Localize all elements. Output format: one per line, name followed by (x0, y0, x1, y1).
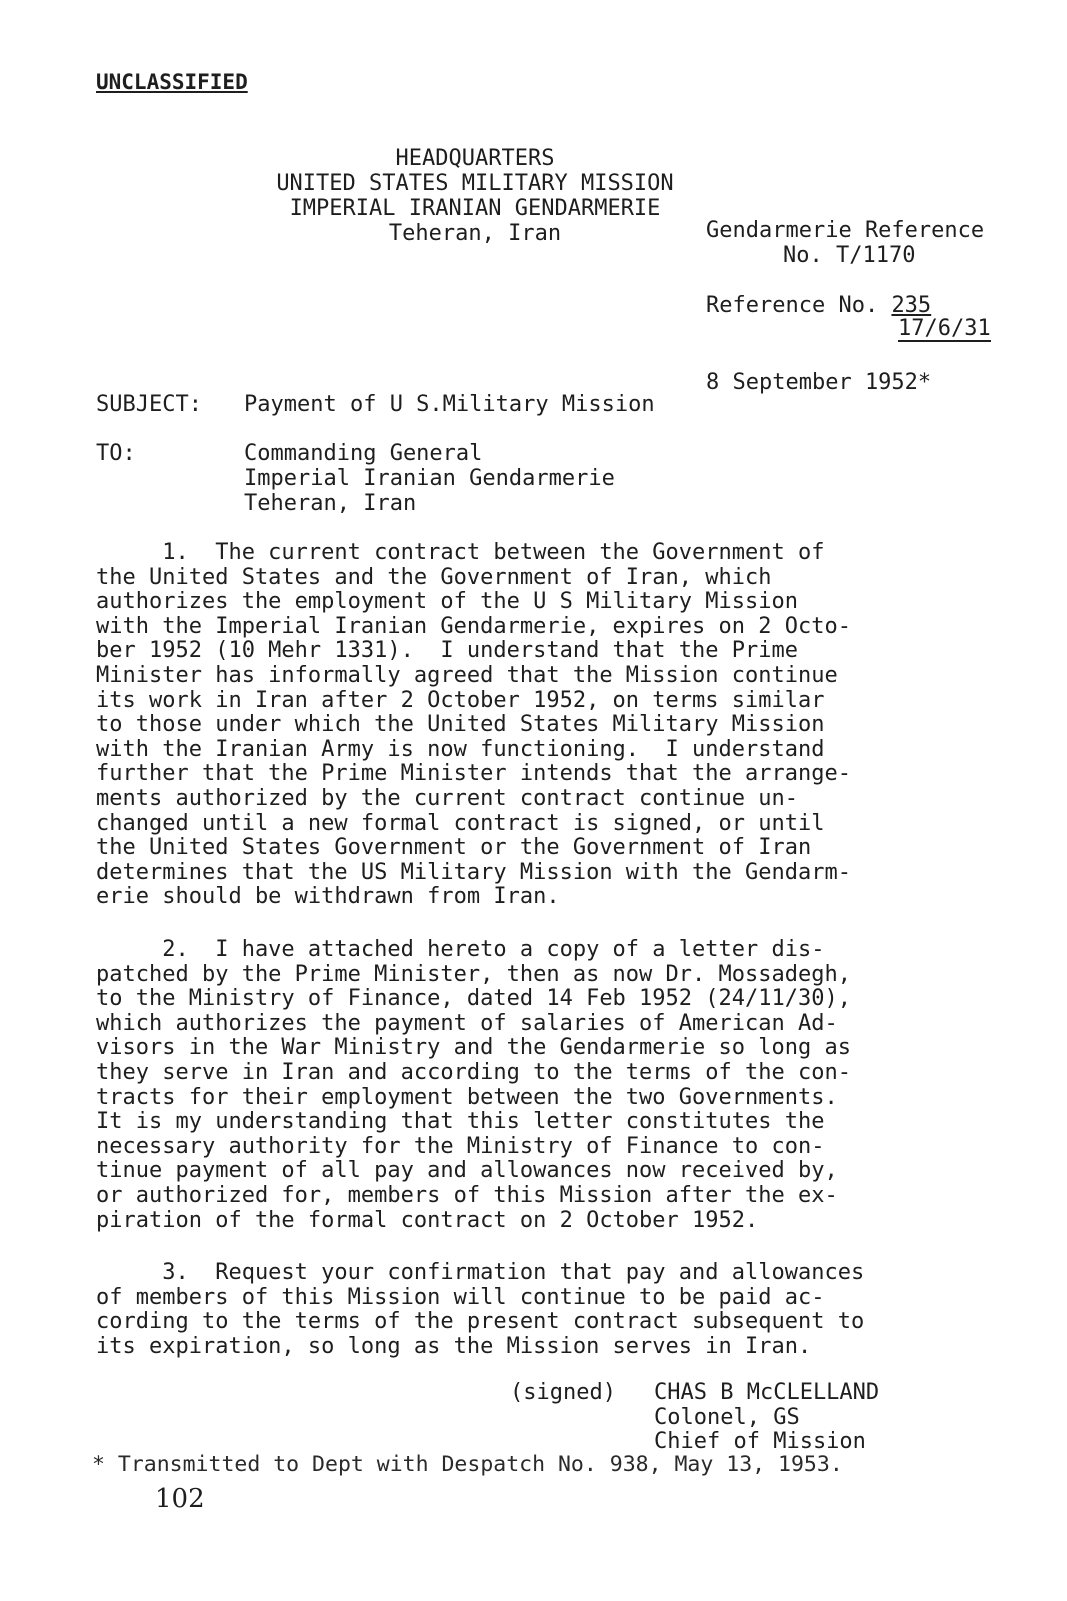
signatory-rank: Colonel, GS (654, 1404, 800, 1430)
reference-value: 235 (891, 293, 932, 318)
paragraph-1 (96, 540, 956, 909)
letterhead-line: Teheran, Iran (388, 221, 562, 246)
page-number: 102 (155, 1484, 205, 1514)
paragraph-line: necessary authority for the Ministry of Finance to con- (96, 1133, 825, 1159)
letterhead-line: HEADQUARTERS (395, 146, 555, 171)
paragraph-3 (96, 1260, 956, 1358)
paragraph-line: erie should be withdrawn from Iran. (96, 884, 560, 910)
addressee-line: Commanding General (244, 441, 483, 466)
paragraph-line: with the Iranian Army is now functioning. I understand (96, 736, 825, 762)
paragraph-line: the United States and the Government of Iran, which (96, 564, 772, 590)
paragraph-line: ber 1952 (10 Mehr 1331). I understand that the Prime (96, 638, 798, 664)
paragraph-line: tracts for their employment between the two Governments. (96, 1084, 838, 1110)
paragraph-line: to the Ministry of Finance, dated 14 Feb 1952 (24/11/30), (96, 986, 851, 1012)
paragraph-line: which authorizes the payment of salaries of American Ad- (96, 1010, 838, 1036)
subject-label: SUBJECT: (96, 392, 202, 417)
signature-block (654, 1380, 879, 1454)
signatory-name: CHAS B McCLELLAND (654, 1380, 880, 1405)
paragraph-line: the United States Government or the Government of Iran (96, 835, 812, 861)
gendarmerie-reference-label: Gendarmerie Reference (706, 218, 985, 243)
paragraph-line: cording to the terms of the present contract subsequent to (96, 1309, 865, 1335)
paragraph-line: its work in Iran after 2 October 1952, on terms similar (96, 687, 825, 713)
reference-number (706, 293, 931, 318)
signed-label: (signed) (510, 1380, 616, 1405)
paragraph-line: 2. I have attached hereto a copy of a letter dis- (96, 937, 825, 962)
paragraph-line: determines that the US Military Mission with the Gendarm- (96, 859, 851, 885)
paragraph-line: visors in the War Ministry and the Gendarmerie so long as (96, 1035, 851, 1061)
paragraph-line: changed until a new formal contract is signed, or until (96, 810, 825, 836)
gendarmerie-reference-number: No. T/1170 (783, 243, 916, 268)
paragraph-line: of members of this Mission will continue to be paid ac- (96, 1284, 825, 1310)
paragraph-2 (96, 937, 956, 1232)
reference-label: Reference No. (706, 293, 879, 318)
paragraph-line: its expiration, so long as the Mission serves in Iran. (96, 1333, 812, 1359)
addressee-line: Teheran, Iran (244, 491, 417, 516)
paragraph-line: or authorized for, members of this Mission after the ex- (96, 1182, 838, 1208)
letterhead (240, 146, 710, 246)
letterhead-line: IMPERIAL IRANIAN GENDARMERIE (289, 196, 661, 221)
to-label: TO: (96, 441, 136, 466)
classification-marking: UNCLASSIFIED (96, 70, 248, 94)
paragraph-line: 1. The current contract between the Government of (96, 540, 825, 565)
signatory-title: Chief of Mission (654, 1429, 866, 1454)
addressee-line: Imperial Iranian Gendarmerie (244, 466, 615, 491)
paragraph-line: tinue payment of all pay and allowances now received by, (96, 1158, 838, 1184)
letterhead-line: UNITED STATES MILITARY MISSION (276, 171, 674, 196)
paragraph-line: with the Imperial Iranian Gendarmerie, expires on 2 Octo- (96, 613, 851, 639)
paragraph-line: further that the Prime Minister intends that the arrange- (96, 761, 851, 787)
paragraph-line: It is my understanding that this letter constitutes the (96, 1109, 825, 1135)
subject-text: Payment of U S.Military Mission (244, 392, 655, 417)
paragraph-line: ments authorized by the current contract continue un- (96, 785, 798, 811)
addressee (244, 441, 615, 516)
reference-date: 17/6/31 (898, 316, 991, 341)
paragraph-line: they serve in Iran and according to the terms of the con- (96, 1059, 851, 1085)
paragraph-line: piration of the formal contract on 2 October 1952. (96, 1207, 759, 1233)
paragraph-line: Minister has informally agreed that the Mission continue (96, 662, 838, 688)
paragraph-line: patched by the Prime Minister, then as now Dr. Mossadegh, (96, 961, 851, 987)
letter-date: 8 September 1952* (706, 370, 932, 395)
paragraph-line: 3. Request your confirmation that pay and allowances (96, 1260, 865, 1285)
paragraph-line: to those under which the United States Military Mission (96, 712, 825, 738)
transmittal-footnote: * Transmitted to Dept with Despatch No. 938, May 13, 1953. (92, 1452, 843, 1477)
paragraph-line: authorizes the employment of the U S Military Mission (96, 589, 798, 615)
